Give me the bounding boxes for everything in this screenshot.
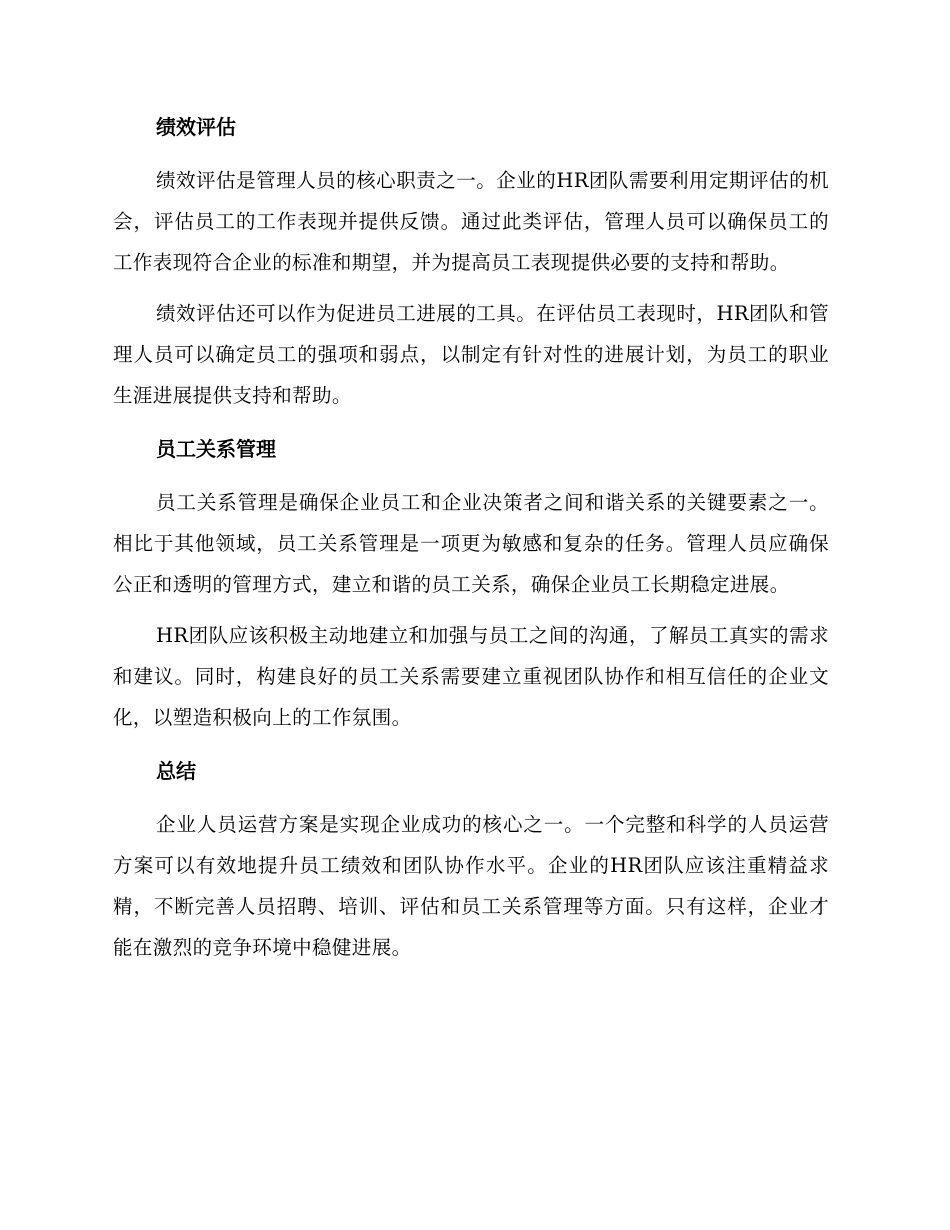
section-heading-employee-relations: 员工关系管理: [156, 437, 276, 461]
paragraph-summary-1: 企业人员运营方案是实现企业成功的核心之一。一个完整和科学的人员运营方案可以有效地提升员工绩效和团队协作水平。企业的HR团队应该注重精益求精，不断完善人员招聘、培训、评估和员工关系管理等方面。只有这样，企业才能在激烈的竞争环境中稳健进展。: [113, 813, 829, 959]
paragraph-performance-2: 绩效评估还可以作为促进员工进展的工具。在评估员工表现时，HR团队和管理人员可以确定员工的强项和弱点，以制定有针对性的进展计划，为员工的职业生涯进展提供支持和帮助。: [113, 302, 829, 407]
section-heading-summary: 总结: [156, 759, 196, 783]
paragraph-relations-1: 员工关系管理是确保企业员工和企业决策者之间和谐关系的关键要素之一。相比于其他领域，员工关系管理是一项更为敏感和复杂的任务。管理人员应确保公正和透明的管理方式，建立和谐的员工关系，确保企业员工长期稳定进展。: [113, 491, 829, 596]
paragraph-relations-2: HR团队应该积极主动地建立和加强与员工之间的沟通，了解员工真实的需求和建议。同时，构建良好的员工关系需要建立重视团队协作和相互信任的企业文化，以塑造积极向上的工作氛围。: [113, 624, 829, 729]
paragraph-performance-1: 绩效评估是管理人员的核心职责之一。企业的HR团队需要利用定期评估的机会，评估员工的工作表现并提供反馈。通过此类评估，管理人员可以确保员工的工作表现符合企业的标准和期望，并为提高员工表现提供必要的支持和帮助。: [113, 169, 829, 274]
section-heading-performance: 绩效评估: [156, 115, 236, 139]
document-page: [113, 108, 829, 968]
